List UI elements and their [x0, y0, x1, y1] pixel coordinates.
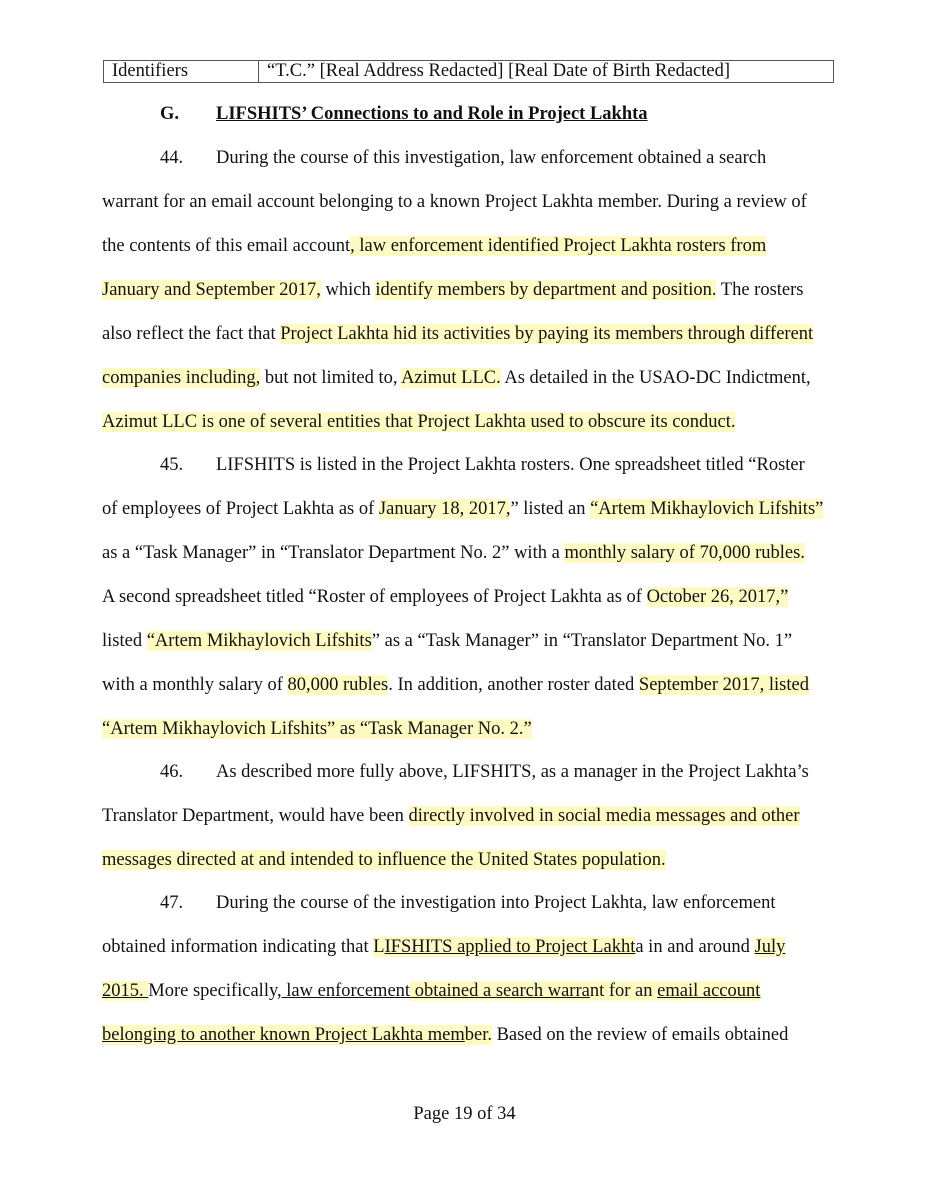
underline: , law enforcement [277, 981, 411, 1001]
highlight: Azimut LLC. [401, 368, 501, 388]
highlight: nt for an [589, 981, 658, 1001]
section-heading [160, 103, 648, 125]
highlight: L [373, 937, 385, 957]
section-title: LIFSHITS’ Connections to and Role in Project Lakhta [216, 104, 648, 124]
table-row [104, 61, 834, 83]
highlight-underline: 2015. [102, 981, 149, 1001]
highlight: Project Lakhta hid its activities by paying its members through different [280, 324, 814, 344]
paragraph-number: 44. [160, 148, 184, 168]
highlight: January 18, 2017, [378, 499, 511, 519]
paragraph-46: 46. As described more fully above, LIFSHITS, as a manager in the Project Lakhta’s Translator Department, would have been directly involved in social media messages and other messages directed at and intended to influence the United States population. [102, 750, 842, 882]
highlight-underline: IFSHITS applied to Project Lakht [384, 937, 636, 957]
paragraph-number: 47. [160, 893, 184, 913]
highlight-underline: July [754, 937, 786, 957]
highlight: messages directed at and intended to influence the United States population. [102, 850, 666, 870]
highlight: , law enforcement identified Project Lakhta rosters from [350, 236, 767, 256]
paragraph-47: 47. During the course of the investigation into Project Lakhta, law enforcement obtained information indicating that LIFSHITS applied to Project Lakhta in and around July 2015. More specifically, law enforcement obtained a search warrant for an email account belonging to another known Project Lakhta member. Based on the review of emails obtained [102, 881, 842, 1057]
highlight-underline: obtained a search warra [410, 981, 590, 1001]
highlight: September 2017, listed [638, 675, 809, 695]
highlight: monthly salary of 70,000 rubles. [564, 543, 805, 563]
paragraph-45: 45. LIFSHITS is listed in the Project Lakhta rosters. One spreadsheet titled “Roster of employees of Project Lakhta as of January 18, 2017,” listed an “Artem Mikhaylovich Lifshits” as a “Task Manager” in “Translator Department No. 2” with a monthly salary of 70,000 rubles. A second spreadsheet titled “Roster of employees of Project Lakhta as of October 26, 2017,” listed “Artem Mikhaylovich Lifshits” as a “Task Manager” in “Translator Department No. 1” with a monthly salary of 80,000 rubles. In addition, another roster dated September 2017, listed “Artem Mikhaylovich Lifshits” as “Task Manager No. 2.” [102, 443, 842, 751]
identifiers-label-cell: Identifiers [104, 61, 259, 83]
highlight: “Artem Mikhaylovich Lifshits” as “Task Manager No. 2.” [102, 719, 532, 739]
highlight: ber. [464, 1025, 492, 1045]
paragraph-number: 45. [160, 455, 184, 475]
highlight-underline: belonging to another known Project Lakhta mem [102, 1025, 465, 1045]
highlight: identify members by department and position. [375, 280, 717, 300]
page-number: Page 19 of 34 [413, 1104, 516, 1124]
highlight-underline: email account [657, 981, 761, 1001]
highlight: October 26, 2017,” [646, 587, 789, 607]
highlight: January and September 2017, [102, 280, 321, 300]
highlight: companies including, [102, 368, 261, 388]
highlight: Azimut LLC is one of several entities that Project Lakhta used to obscure its conduct. [102, 412, 736, 432]
paragraph-number: 46. [160, 762, 184, 782]
identifiers-table [103, 60, 834, 83]
highlight: 80,000 rubles [287, 675, 389, 695]
section-letter: G. [160, 104, 180, 124]
highlight: “Artem Mikhaylovich Lifshits [146, 631, 372, 651]
highlight: directly involved in social media messages and other [408, 806, 800, 826]
highlight: “Artem Mikhaylovich Lifshits” [590, 499, 824, 519]
identifiers-value-cell: “T.C.” [Real Address Redacted] [Real Date of Birth Redacted] [259, 61, 834, 83]
paragraph-44: 44. During the course of this investigation, law enforcement obtained a search warrant for an email account belonging to a known Project Lakhta member. During a review of the contents of this email account, law enforcement identified Project Lakhta rosters from January and September 2017, which identify members by department and position. The rosters also reflect the fact that Project Lakhta hid its activities by paying its members through different companies including, but not limited to, Azimut LLC. As detailed in the USAO-DC Indictment, Azimut LLC is one of several entities that Project Lakhta used to obscure its conduct. [102, 136, 842, 444]
